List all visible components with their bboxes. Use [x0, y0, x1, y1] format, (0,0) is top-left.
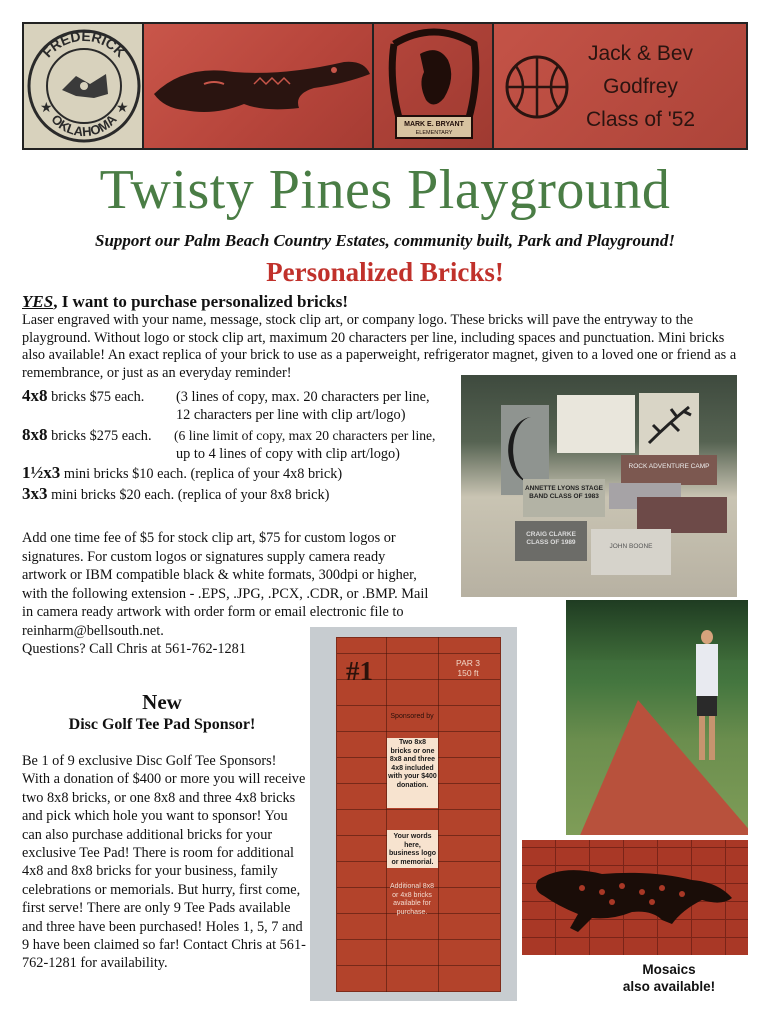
included-bricks-text: Two 8x8 bricks or one 8x8 and three 4x8 included with your $400 donation. [388, 739, 437, 789]
new-label: New [142, 690, 182, 714]
svg-text:FREDERICK: FREDERICK [38, 27, 130, 61]
engraved-line: Class of '52 [586, 107, 696, 131]
price-row-mini-8x8 [22, 485, 329, 504]
yes-rest-text: , I want to purchase personalized bricks! [53, 292, 349, 311]
leopard-mosaic-photo [522, 840, 748, 955]
photo-brick-text: JOHN BOONE [591, 529, 671, 575]
white-brick [557, 395, 635, 453]
brick-size: 1½x3 [22, 463, 61, 482]
seal-emblem-icon [24, 24, 144, 148]
tee-pad-brick-grid [336, 637, 501, 992]
svg-text:OKLAHOMA: OKLAHOMA [48, 111, 120, 140]
fees-text: Add one time fee of $5 for stock clip art, $75 for custom logos or signatures. For custom logos or signatures supply camera ready artwork or IBM compatible black & white formats, 300dpi or higher, with the following extension - .EPS, .JPG, .PCX, .CDR, or .BMP. Mail in camera ready artwork with order form or email electronic file to reinharm@bellsouth.net. [22, 530, 429, 639]
tee-pad-heading: Disc Golf Tee Pad Sponsor! [68, 716, 256, 733]
additional-bricks-text: Additional 8x8 or 4x8 bricks available for purchase. [390, 883, 434, 916]
brick-price: bricks $75 each. [47, 389, 145, 405]
lizard-icon [639, 393, 699, 459]
alligator-icon [144, 24, 374, 148]
engraved-line: Godfrey [603, 74, 678, 98]
frederick-seal-brick [24, 24, 144, 148]
horse-head-icon [374, 24, 494, 148]
brick-size: 8x8 [22, 425, 48, 444]
hole-number: #1 [346, 656, 373, 686]
sponsor-label: Sponsored by [390, 713, 434, 720]
photo-brick-text: ROCK ADVENTURE CAMP [621, 455, 717, 485]
your-words-text: Your words here, business logo or memorial. [388, 833, 437, 866]
engraved-line: Jack & Bev [588, 41, 694, 65]
svg-text:MARK E. BRYANT: MARK E. BRYANT [404, 121, 464, 128]
engraved-bricks-photo [461, 375, 737, 597]
photo-brick-text: ANNETTE LYONS STAGE BAND CLASS OF 1983 [523, 479, 605, 517]
yes-text: YES [22, 292, 54, 311]
mustang-brick [374, 24, 494, 148]
engraved-name-text [586, 37, 695, 136]
section-heading: Personalized Bricks! [266, 257, 504, 287]
gator-brick [144, 24, 374, 148]
par-label: PAR 3 150 ft [456, 658, 480, 678]
questions-contact: Questions? Call Chris at 561-762-1281 [22, 641, 246, 657]
lizard-brick [639, 393, 699, 459]
svg-text:★: ★ [116, 101, 129, 116]
purchase-intent-line [22, 292, 348, 312]
brick-price: mini bricks $10 each. (replica of your 4x8 brick) [60, 466, 343, 482]
price-row-mini-4x8 [22, 464, 342, 483]
basketball-brick [494, 24, 746, 148]
brick-price: mini bricks $20 each. (replica of your 8x8 brick) [47, 487, 330, 503]
price-note: (3 lines of copy, max. 20 characters per line, [176, 389, 430, 405]
brick-price: bricks $275 each. [47, 428, 152, 444]
mosaic-caption-line: Mosaics [642, 962, 696, 977]
page-subtitle: Support our Palm Beach Country Estates, community built, Park and Playground! [95, 231, 675, 250]
brick-walkway-photo [566, 600, 748, 835]
price-row-4x8 [22, 387, 144, 406]
svg-text:ELEMENTARY: ELEMENTARY [415, 130, 453, 136]
leopard-icon [522, 840, 748, 955]
price-note: up to 4 lines of copy with clip art/logo) [176, 446, 400, 462]
price-note: 12 characters per line with clip art/logo) [176, 407, 406, 423]
intro-paragraph: Laser engraved with your name, message, stock clip art, or company logo. These bricks will pave the entryway to the playground. Without logo or stock clip art, maximum 20 characters per line, including spaces and punctuation. Mini bricks also available! An exact replica of your brick to use as a paperweight, refrigerator magnet, given to a loved one or friend as a remembrance, or just as an everyday reminder! [22, 312, 737, 381]
mosaic-caption-line: also available! [622, 979, 716, 994]
brick-photo-banner [22, 22, 748, 150]
price-note: (6 line limit of copy, max 20 characters per line, [174, 428, 436, 443]
mosaic-caption [600, 961, 738, 995]
photo-brick-text: CRAIG CLARKE CLASS OF 1989 [515, 521, 587, 561]
brick-size: 3x3 [22, 484, 48, 503]
price-row-8x8 [22, 426, 152, 445]
man-figure [694, 630, 720, 770]
brick-size: 4x8 [22, 386, 48, 405]
basketball-icon [502, 52, 572, 122]
walkway-path [578, 700, 748, 835]
page-title: Twisty Pines Playground [99, 159, 671, 221]
tee-pad-body: Be 1 of 9 exclusive Disc Golf Tee Sponsors! With a donation of $400 or more you will receive two 8x8 bricks, or one 8x8 and three 4x8 bricks and pick which hole you want to sponsor! You can also purchase additional bricks for your exclusive Tee Pad! There is room for additional 4x8 and 8x8 bricks for your business, family celebrations or memorials. But hurry, first come, first serve! There are only 9 Tee Pads available and three have been purchased! Holes 1, 5, 7 and 9 have been claimed so far! Contact Chris at 561-762-1281 for availability. [22, 753, 306, 972]
svg-text:★: ★ [40, 101, 53, 116]
dark-red-brick [637, 497, 727, 533]
tee-pad-diagram [310, 627, 517, 1001]
